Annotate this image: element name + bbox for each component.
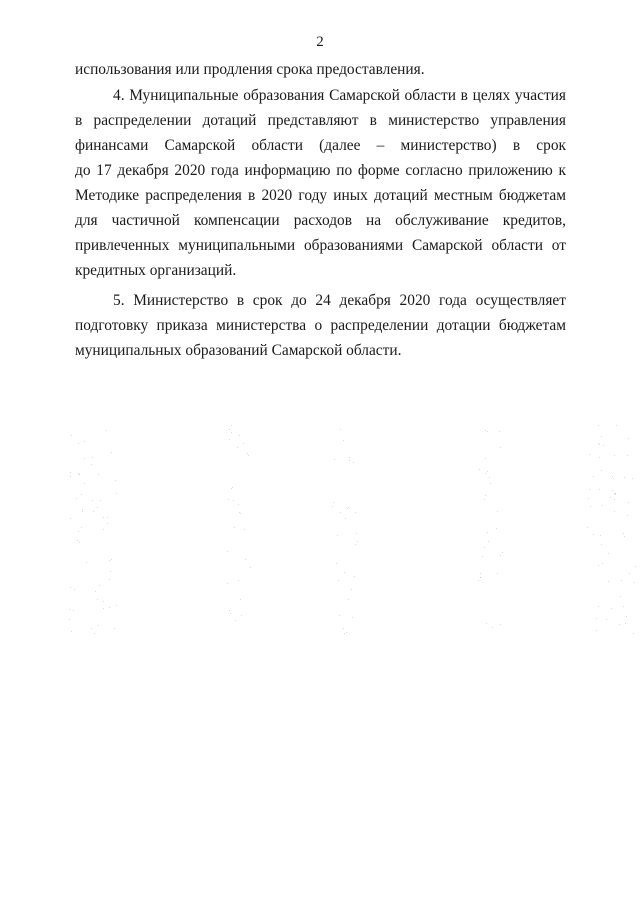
scan-speck <box>109 560 110 561</box>
scan-speck <box>357 541 358 542</box>
scan-speck <box>86 562 87 563</box>
scan-speck <box>229 439 230 440</box>
scan-speck <box>92 457 93 458</box>
scan-speck <box>352 617 353 618</box>
scan-speck <box>98 474 99 475</box>
scan-speck <box>602 563 603 564</box>
scan-speck <box>347 508 348 509</box>
scan-speck <box>229 429 230 430</box>
scan-speck <box>587 527 588 528</box>
scan-speck <box>107 523 108 524</box>
page-number: 2 <box>316 34 324 50</box>
scan-speck <box>606 619 607 620</box>
scan-speck <box>487 431 488 432</box>
scan-speck <box>623 533 624 534</box>
scan-speck <box>250 567 251 568</box>
scan-speck <box>103 529 104 530</box>
scan-speck <box>91 464 92 465</box>
scan-speck <box>615 494 616 495</box>
scan-speck <box>235 620 236 621</box>
scan-speck <box>612 476 613 477</box>
scan-speck <box>497 573 498 574</box>
scan-speck <box>69 609 70 610</box>
scan-speck <box>84 483 85 484</box>
scan-speck <box>97 507 98 508</box>
scan-speck <box>599 489 600 490</box>
scan-speck <box>478 580 479 581</box>
scan-speck <box>232 487 233 488</box>
scan-speck <box>593 534 594 535</box>
scan-speck <box>486 623 487 624</box>
scan-speck <box>603 445 604 446</box>
scan-speck <box>103 601 104 602</box>
scan-speck <box>248 455 249 456</box>
scan-speck <box>240 599 241 600</box>
scan-speck <box>485 458 486 459</box>
scan-speck <box>500 555 501 556</box>
scan-speck <box>81 494 82 495</box>
scan-speck <box>614 511 615 512</box>
scan-speck <box>238 504 239 505</box>
scan-speck <box>353 462 354 463</box>
scan-speck <box>74 589 75 590</box>
scan-speck <box>110 571 111 572</box>
scan-speck <box>93 511 94 512</box>
scan-speck <box>111 559 112 560</box>
scan-speck <box>100 500 101 501</box>
scan-speck <box>107 517 108 518</box>
scan-speck <box>77 540 78 541</box>
scan-speck <box>332 506 333 507</box>
scan-speck <box>589 489 590 490</box>
scan-speck <box>82 511 83 512</box>
text-line-1: использования или продления срока предоставления. <box>75 61 425 78</box>
scan-speck <box>614 493 615 494</box>
scan-speck <box>78 443 79 444</box>
scan-speck <box>355 544 356 545</box>
scan-speck <box>109 607 110 608</box>
scan-speck <box>245 559 246 560</box>
scan-speck <box>103 517 104 518</box>
scan-speck <box>589 454 590 455</box>
scan-speck <box>632 478 633 479</box>
scan-speck <box>238 580 239 581</box>
scan-speck <box>599 444 600 445</box>
scan-speck <box>613 478 614 479</box>
scan-speck <box>614 499 615 500</box>
scan-speck <box>343 628 344 629</box>
scan-speck <box>344 633 345 634</box>
scan-speck <box>480 577 481 578</box>
scan-speck <box>602 505 603 506</box>
scan-speck <box>333 502 334 503</box>
scan-speck <box>70 476 71 477</box>
text-line-10: 5. Министерство в срок до 24 декабря 2020 года осуществляет <box>113 292 566 309</box>
scan-speck <box>489 477 490 478</box>
scan-speck <box>227 583 228 584</box>
scan-speck <box>488 541 489 542</box>
scan-speck <box>240 513 241 514</box>
scan-speck <box>239 435 240 436</box>
scan-speck <box>479 469 480 470</box>
scan-speck <box>620 596 621 597</box>
scan-speck <box>499 431 500 432</box>
scan-speck <box>349 457 350 458</box>
scan-speck <box>492 627 493 628</box>
scan-speck <box>623 606 624 607</box>
scan-speck <box>230 613 231 614</box>
scan-speck <box>490 483 491 484</box>
scan-speck <box>628 438 629 439</box>
scan-speck <box>621 580 622 581</box>
scan-speck <box>82 509 83 510</box>
scan-speck <box>81 527 82 528</box>
text-line-12: муниципальных образований Самарской области. <box>75 342 402 359</box>
scan-speck <box>608 581 609 582</box>
scan-speck <box>70 587 71 588</box>
text-line-9: кредитных организаций. <box>75 262 237 279</box>
scan-speck <box>627 515 628 516</box>
text-line-5: до 17 декабря 2020 года информацию по форме согласно приложению к <box>75 162 566 179</box>
scan-speck <box>336 563 337 564</box>
scan-speck <box>626 616 627 617</box>
scan-speck <box>71 631 72 632</box>
scan-speck <box>349 460 350 461</box>
scan-speck <box>635 566 636 567</box>
scan-speck <box>356 533 357 534</box>
scan-speck <box>487 471 488 472</box>
scan-speck <box>70 472 71 473</box>
scan-speck <box>94 633 95 634</box>
scan-speck <box>69 619 70 620</box>
scan-speck <box>496 528 497 529</box>
scan-speck <box>338 580 339 581</box>
scan-speck <box>229 610 230 611</box>
scan-speck <box>354 576 355 577</box>
scan-speck <box>84 441 85 442</box>
scan-speck <box>634 582 635 583</box>
scan-speck <box>598 425 599 426</box>
scan-speck <box>78 531 79 532</box>
scan-speck <box>485 495 486 496</box>
scan-speck <box>339 615 340 616</box>
text-line-11: подготовку приказа министерства о распределении дотации бюджетам <box>75 317 566 334</box>
scan-speck <box>601 544 602 545</box>
scan-speck <box>629 573 630 574</box>
scan-speck <box>73 610 74 611</box>
scan-speck <box>106 430 107 431</box>
scan-speck <box>340 512 341 513</box>
text-line-4: финансами Самарской области (далее – министерство) в срок <box>75 137 566 154</box>
scan-speck <box>345 518 346 519</box>
scan-speck <box>228 499 229 500</box>
scan-speck <box>611 608 612 609</box>
scan-speck <box>95 591 96 592</box>
scan-speck <box>244 529 245 530</box>
scan-speck <box>624 477 625 478</box>
scan-speck <box>351 589 352 590</box>
scan-speck <box>344 572 345 573</box>
scan-speck <box>599 457 600 458</box>
scan-speck <box>231 425 232 426</box>
scan-speck <box>497 511 498 512</box>
scan-speck <box>485 430 486 431</box>
scan-speck <box>601 470 602 471</box>
scan-speck <box>334 459 335 460</box>
scan-speck <box>79 542 80 543</box>
scan-speck <box>115 480 116 481</box>
scan-speck <box>76 498 77 499</box>
scan-speck <box>500 624 501 625</box>
scan-speck <box>627 455 628 456</box>
scan-speck <box>484 547 485 548</box>
scan-speck <box>485 473 486 474</box>
scan-speck <box>624 536 625 537</box>
scan-speck <box>79 474 80 475</box>
scan-speck <box>116 493 117 494</box>
scan-speck <box>348 599 349 600</box>
scan-speck <box>237 447 238 448</box>
scan-speck <box>231 432 232 433</box>
scan-speck <box>91 628 92 629</box>
scan-speck <box>502 552 503 553</box>
scan-speck <box>601 436 602 437</box>
scan-speck <box>484 499 485 500</box>
scan-speck <box>84 458 85 459</box>
scan-speck <box>247 453 248 454</box>
scan-speck <box>70 518 71 519</box>
scan-speck <box>346 632 347 633</box>
scan-speck <box>234 527 235 528</box>
scan-speck <box>343 440 344 441</box>
scan-speck <box>231 488 232 489</box>
text-line-6: Методике распределения в 2020 году иных дотаций местным бюджетам <box>75 187 566 204</box>
scan-speck <box>487 532 488 533</box>
scan-speck <box>348 507 349 508</box>
scan-speck <box>588 498 589 499</box>
text-line-7: для частичной компенсации расходов на обслуживание кредитов, <box>75 212 566 229</box>
scan-speck <box>593 476 594 477</box>
text-line-8: привлеченных муниципальными образованиями Самарской области от <box>75 237 566 254</box>
scan-speck <box>596 630 597 631</box>
scan-speck <box>233 500 234 501</box>
scan-speck <box>227 551 228 552</box>
scan-speck <box>619 624 620 625</box>
scan-speck <box>600 535 601 536</box>
scan-speck <box>243 443 244 444</box>
scan-speck <box>241 615 242 616</box>
scan-speck <box>612 490 613 491</box>
scan-speck <box>340 429 341 430</box>
scan-speck <box>598 606 599 607</box>
scan-speck <box>99 585 100 586</box>
scan-speck <box>614 455 615 456</box>
scan-speck <box>103 608 104 609</box>
scan-speck <box>109 579 110 580</box>
scan-speck <box>111 452 112 453</box>
scan-speck <box>480 573 481 574</box>
scan-speck <box>628 502 629 503</box>
scan-speck <box>71 435 72 436</box>
text-line-3: в распределении дотаций представляют в министерство управления <box>75 112 566 129</box>
scan-speck <box>625 623 626 624</box>
scan-speck <box>610 497 611 498</box>
scan-speck <box>114 628 115 629</box>
scan-speck <box>598 565 599 566</box>
scan-speck <box>482 556 483 557</box>
scan-speck <box>616 425 617 426</box>
scan-speck <box>97 599 98 600</box>
scan-speck <box>337 535 338 536</box>
text-line-2: 4. Муниципальные образования Самарской области в целях участия <box>113 87 566 104</box>
scan-speck <box>500 447 501 448</box>
scan-speck <box>596 618 597 619</box>
scan-speck <box>355 512 356 513</box>
scan-speck <box>590 506 591 507</box>
scan-speck <box>92 500 93 501</box>
scan-speck <box>98 625 99 626</box>
scan-speck <box>116 605 117 606</box>
scan-speck <box>633 633 634 634</box>
scan-speck <box>608 553 609 554</box>
